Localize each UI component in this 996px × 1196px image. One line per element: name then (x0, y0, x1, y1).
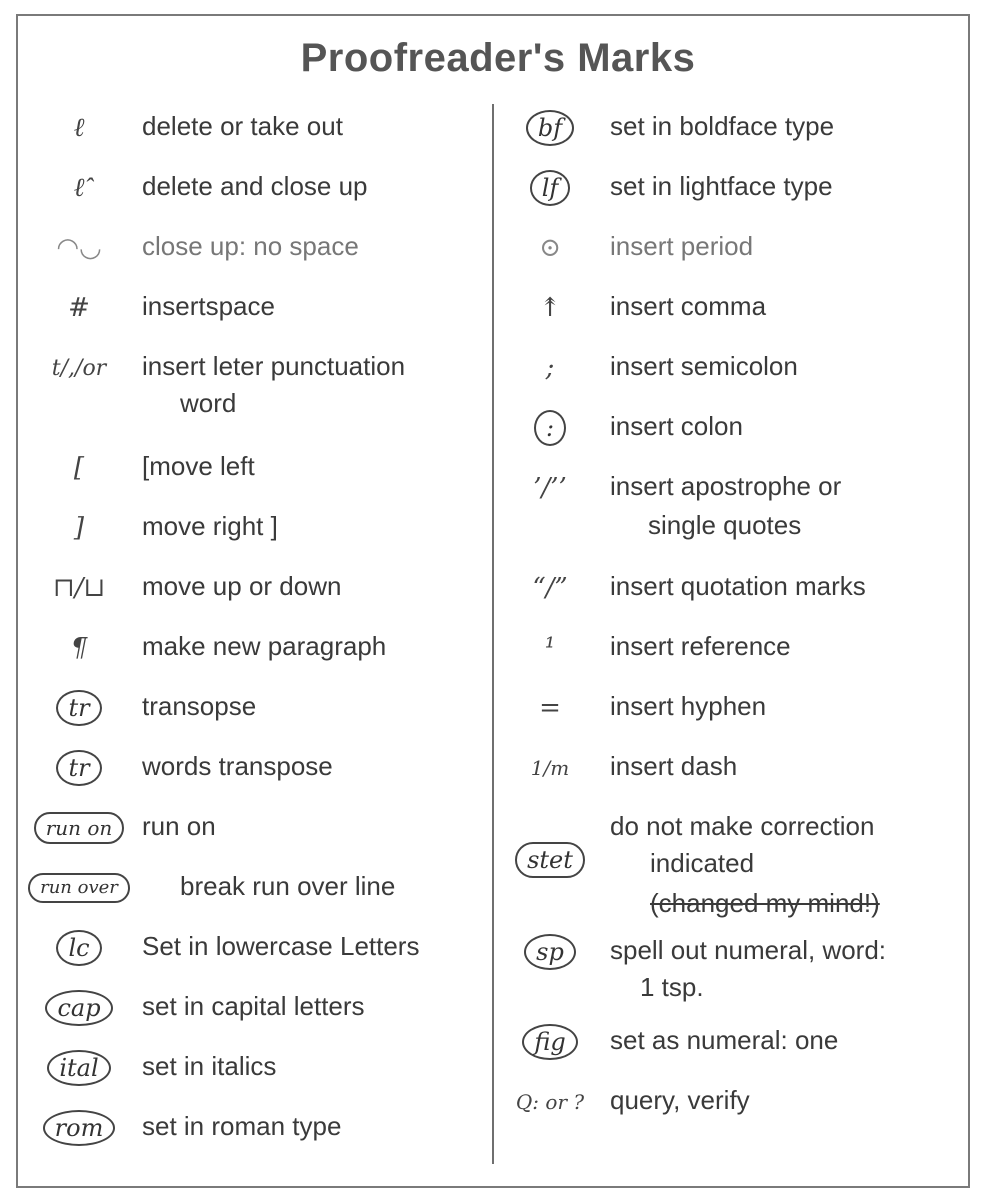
insert-space-icon: # (68, 293, 90, 323)
mark-description-line2: indicated (650, 848, 755, 878)
mark-description: insert quotation marks (610, 571, 866, 601)
spell-out-icon: sp (500, 926, 600, 978)
lowercase-icon: lc (20, 922, 138, 974)
mark-description-line2: word (180, 388, 237, 418)
list-item (20, 738, 490, 798)
period-icon: ⊙ (539, 233, 561, 263)
mark-description: Set in lowercase Letters (142, 931, 420, 961)
mark-description: delete or take out (142, 111, 343, 141)
list-item (20, 438, 490, 498)
delete-mark-icon: ℓ (73, 113, 85, 143)
hyphen-icon: = (539, 693, 561, 723)
quotation-marks-icon: “/” (532, 573, 568, 603)
page-title: Proofreader's Marks (300, 36, 696, 80)
list-item (500, 798, 960, 922)
mark-description: insert apostrophe or (610, 471, 842, 501)
roman-icon: rom (20, 1102, 138, 1154)
list-item (20, 1038, 490, 1098)
mark-description-line3: (changed my mind!) (650, 888, 880, 918)
list-item (20, 498, 490, 558)
list-item (500, 158, 960, 218)
lightface-icon: lf (500, 162, 600, 214)
mark-description: set in italics (142, 1051, 277, 1081)
mark-description: words transpose (142, 751, 333, 781)
run-on-icon: run on (20, 802, 138, 854)
list-item (20, 218, 490, 278)
mark-description: close up: no space (142, 231, 359, 261)
paragraph-icon: ¶ (70, 633, 88, 663)
mark-description: set as numeral: one (610, 1025, 839, 1055)
mark-description: insert dash (610, 751, 738, 781)
italics-icon: ital (20, 1042, 138, 1094)
list-item (20, 1098, 490, 1158)
insert-letter-icon: t/,/or (51, 355, 107, 381)
mark-description: query, verify (610, 1085, 750, 1115)
list-item (20, 858, 490, 918)
capital-icon: cap (20, 982, 138, 1034)
list-item (20, 618, 490, 678)
mark-description: spell out numeral, word: (610, 935, 887, 965)
list-item (20, 98, 490, 158)
list-item (500, 618, 960, 678)
mark-description: delete and close up (142, 171, 368, 201)
list-item (20, 978, 490, 1038)
semicolon-icon: ; (545, 353, 555, 383)
mark-description: make new paragraph (142, 631, 387, 661)
mark-description: break run over line (180, 871, 396, 901)
stet-icon: stet (500, 834, 600, 886)
list-item (500, 738, 960, 798)
list-item (500, 1012, 960, 1072)
dash-icon: 1/m (530, 756, 570, 780)
mark-description: transopse (142, 691, 257, 721)
apostrophe-icon: ’/’’ (533, 473, 567, 503)
list-item (20, 158, 490, 218)
mark-description: insert colon (610, 411, 743, 441)
move-left-icon: [ (73, 453, 85, 483)
move-up-down-icon: ⊓/⊔ (52, 573, 106, 603)
mark-description: do not make correction (610, 811, 875, 841)
mark-description: insert comma (610, 291, 767, 321)
comma-icon: ↟ (539, 293, 561, 323)
move-right-icon: ] (73, 513, 85, 543)
list-item (500, 218, 960, 278)
mark-description: set in capital letters (142, 991, 365, 1021)
mark-description: set in lightface type (610, 171, 833, 201)
delete-close-up-icon: ℓ̂ (73, 173, 85, 203)
query-icon: Q: or ? (515, 1090, 585, 1114)
mark-description: insert reference (610, 631, 791, 661)
boldface-icon: bf (500, 102, 600, 154)
list-item (500, 278, 960, 338)
mark-description: [move left (142, 451, 255, 481)
mark-description: insert hyphen (610, 691, 767, 721)
left-column (20, 98, 490, 1158)
transpose-words-icon: tr (20, 742, 138, 794)
mark-description-line2: 1 tsp. (640, 972, 704, 1002)
run-over-icon: run over (20, 862, 138, 914)
list-item (20, 558, 490, 618)
numeral-icon: fig (500, 1016, 600, 1068)
transpose-icon: tr (20, 682, 138, 734)
mark-description: insertspace (142, 291, 275, 321)
mark-description: insert semicolon (610, 351, 798, 381)
list-item (500, 1072, 960, 1132)
list-item (20, 678, 490, 738)
list-item (20, 338, 490, 438)
list-item (500, 458, 960, 558)
list-item (500, 558, 960, 618)
close-up-icon: ◠◡ (56, 233, 102, 263)
mark-description: set in roman type (142, 1111, 342, 1141)
reference-icon: ¹ (544, 633, 556, 663)
mark-description: move right ] (142, 511, 278, 541)
list-item (500, 98, 960, 158)
right-column (500, 98, 960, 1132)
list-item (500, 678, 960, 738)
mark-description: move up or down (142, 571, 342, 601)
mark-description: insert leter punctuation (142, 351, 406, 381)
colon-icon: : (500, 402, 600, 454)
column-divider (492, 104, 494, 1164)
list-item (500, 922, 960, 1012)
list-item (500, 398, 960, 458)
list-item (20, 918, 490, 978)
mark-description: insert period (610, 231, 754, 261)
list-item (20, 278, 490, 338)
mark-description: set in boldface type (610, 111, 835, 141)
mark-description-line2: single quotes (648, 510, 802, 540)
mark-description: run on (142, 811, 216, 841)
list-item (20, 798, 490, 858)
list-item (500, 338, 960, 398)
